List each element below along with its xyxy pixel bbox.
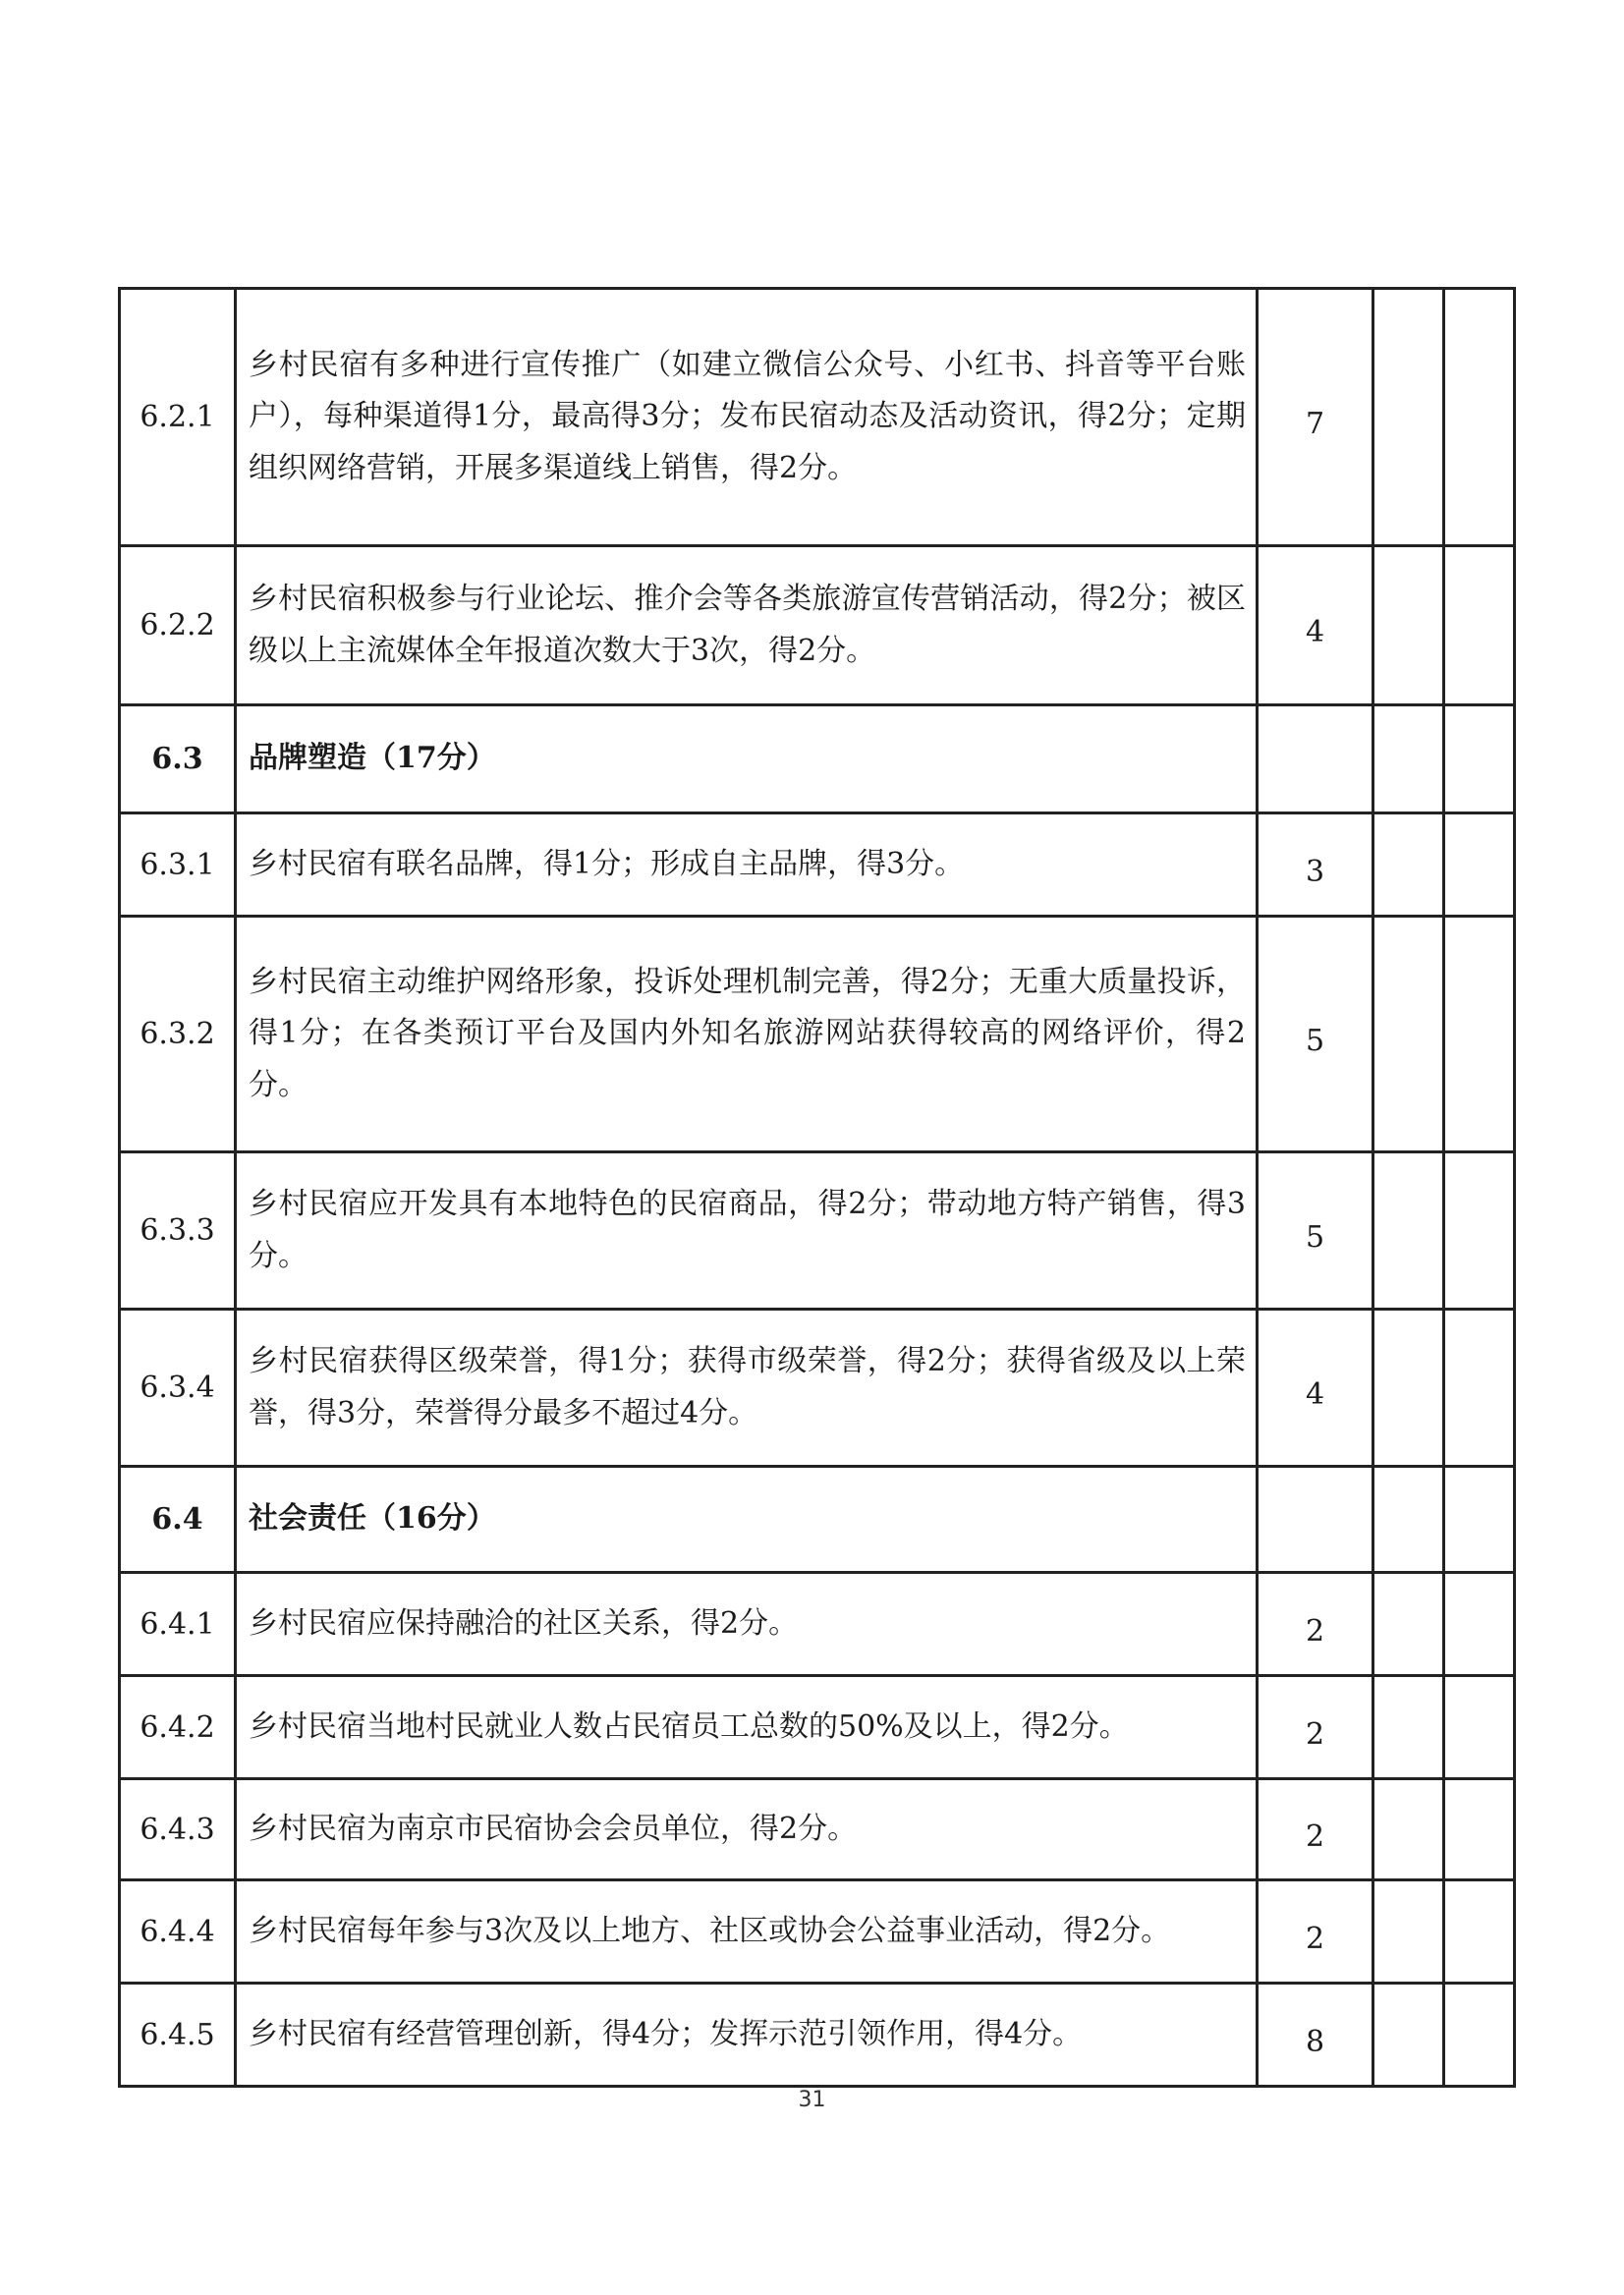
item-criteria: 乡村民宿为南京市民宿协会会员单位，得2分。 [236,1779,1258,1880]
blank-cell [1373,1779,1444,1880]
item-number: 6.3.1 [120,813,236,917]
item-score: 3 [1258,813,1373,917]
item-score: 4 [1258,1310,1373,1467]
item-number: 6.4.5 [120,1984,236,2087]
item-criteria: 乡村民宿有联名品牌，得1分；形成自主品牌，得3分。 [236,813,1258,917]
blank-cell [1444,1310,1515,1467]
item-score: 2 [1258,1880,1373,1984]
section-title: 品牌塑造（17分） [236,705,1258,813]
item-criteria: 乡村民宿应开发具有本地特色的民宿商品，得2分；带动地方特产销售，得3分。 [236,1152,1258,1310]
page-number: 31 [798,2088,826,2112]
blank-cell [1444,1880,1515,1984]
table-row [120,813,1515,917]
blank-cell [1444,917,1515,1152]
blank-cell [1373,1880,1444,1984]
item-criteria: 乡村民宿获得区级荣誉，得1分；获得市级荣誉，得2分；获得省级及以上荣誉，得3分，荣誉得分最多不超过4分。 [236,1310,1258,1467]
table-row [120,1880,1515,1984]
item-score: 5 [1258,1152,1373,1310]
item-score: 4 [1258,546,1373,705]
section-row [120,705,1515,813]
item-number: 6.3.3 [120,1152,236,1310]
blank-cell [1444,546,1515,705]
item-score: 2 [1258,1573,1373,1676]
scoring-table-body [120,289,1515,2087]
section-number: 6.4 [120,1467,236,1573]
blank-cell [1444,1676,1515,1779]
section-row [120,1467,1515,1573]
blank-cell [1444,1467,1515,1573]
item-score: 8 [1258,1984,1373,2087]
blank-cell [1444,705,1515,813]
item-score: 7 [1258,289,1373,546]
table-row [120,546,1515,705]
table-row [120,1573,1515,1676]
item-criteria: 乡村民宿主动维护网络形象，投诉处理机制完善，得2分；无重大质量投诉，得1分；在各类预订平台及国内外知名旅游网站获得较高的网络评价，得2分。 [236,917,1258,1152]
table-row [120,1984,1515,2087]
blank-cell [1373,705,1444,813]
blank-cell [1373,289,1444,546]
blank-cell [1373,1573,1444,1676]
table-row [120,1310,1515,1467]
item-number: 6.2.1 [120,289,236,546]
item-score: 2 [1258,1779,1373,1880]
item-criteria: 乡村民宿有经营管理创新，得4分；发挥示范引领作用，得4分。 [236,1984,1258,2087]
item-number: 6.3.2 [120,917,236,1152]
section-score [1258,705,1373,813]
item-score: 5 [1258,917,1373,1152]
table-row [120,1676,1515,1779]
section-title: 社会责任（16分） [236,1467,1258,1573]
item-number: 6.4.4 [120,1880,236,1984]
table-row [120,1152,1515,1310]
item-score: 2 [1258,1676,1373,1779]
blank-cell [1444,1779,1515,1880]
item-number: 6.2.2 [120,546,236,705]
blank-cell [1373,1152,1444,1310]
blank-cell [1373,546,1444,705]
blank-cell [1373,1467,1444,1573]
item-criteria: 乡村民宿有多种进行宣传推广（如建立微信公众号、小红书、抖音等平台账户），每种渠道得1分，最高得3分；发布民宿动态及活动资讯，得2分；定期组织网络营销，开展多渠道线上销售，得2分。 [236,289,1258,546]
blank-cell [1373,1676,1444,1779]
table-row [120,1779,1515,1880]
section-number: 6.3 [120,705,236,813]
blank-cell [1373,1984,1444,2087]
item-number: 6.4.2 [120,1676,236,1779]
blank-cell [1444,813,1515,917]
blank-cell [1444,289,1515,546]
item-criteria: 乡村民宿积极参与行业论坛、推介会等各类旅游宣传营销活动，得2分；被区级以上主流媒体全年报道次数大于3次，得2分。 [236,546,1258,705]
blank-cell [1373,813,1444,917]
table-row [120,917,1515,1152]
item-number: 6.3.4 [120,1310,236,1467]
item-criteria: 乡村民宿应保持融洽的社区关系，得2分。 [236,1573,1258,1676]
blank-cell [1444,1573,1515,1676]
item-criteria: 乡村民宿每年参与3次及以上地方、社区或协会公益事业活动，得2分。 [236,1880,1258,1984]
item-number: 6.4.3 [120,1779,236,1880]
blank-cell [1373,917,1444,1152]
table-row [120,289,1515,546]
blank-cell [1373,1310,1444,1467]
scoring-table [118,287,1516,2088]
item-number: 6.4.1 [120,1573,236,1676]
blank-cell [1444,1152,1515,1310]
section-score [1258,1467,1373,1573]
item-criteria: 乡村民宿当地村民就业人数占民宿员工总数的50%及以上，得2分。 [236,1676,1258,1779]
blank-cell [1444,1984,1515,2087]
